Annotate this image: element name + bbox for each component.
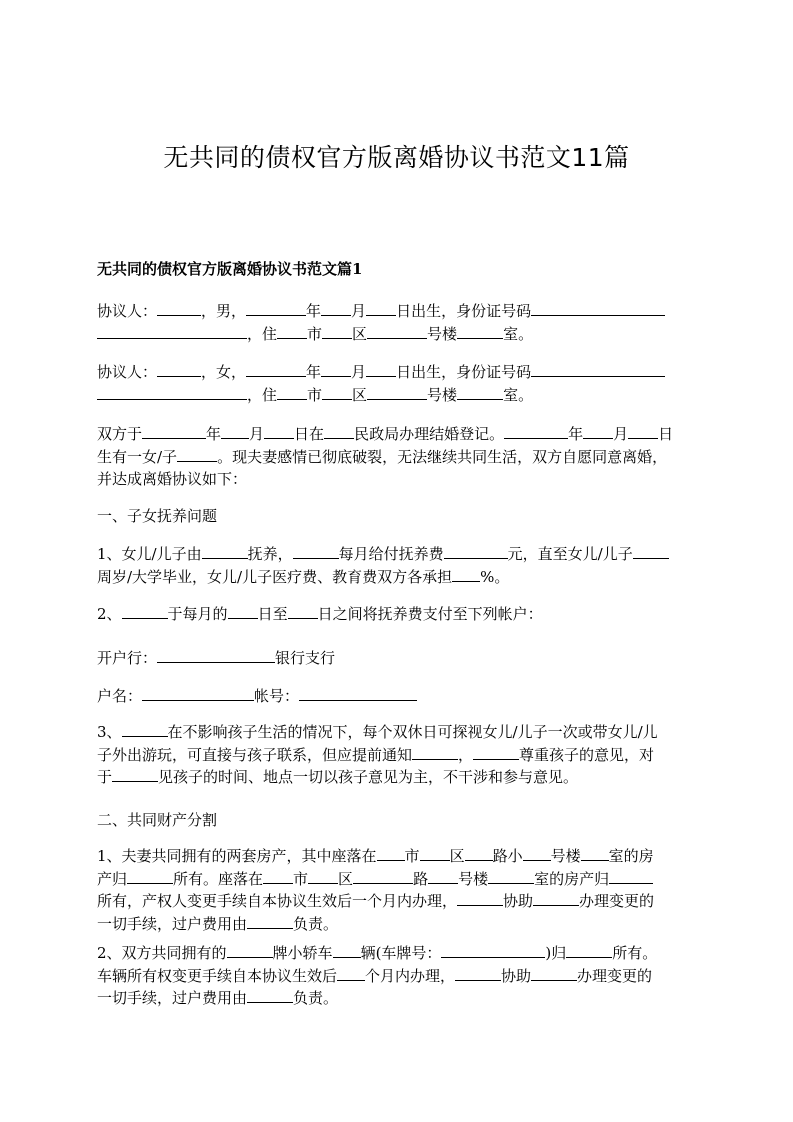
blank-field [504,423,568,439]
blank-field [473,744,519,760]
blank-field [293,543,339,559]
blank-field [322,384,352,400]
blank-field [308,868,338,884]
blank-field [523,845,551,861]
blank-field [157,647,275,663]
blank-field [157,300,201,316]
blank-field [157,361,201,377]
blank-field [452,566,480,582]
blank-field [377,845,405,861]
blank-field [324,423,354,439]
blank-field [321,300,351,316]
blank-field [367,384,427,400]
blank-field [428,868,458,884]
blank-field [465,845,493,861]
blank-field [457,890,503,906]
blank-field [628,423,658,439]
blank-field [366,361,396,377]
blank-field [97,384,247,400]
blank-field [177,446,217,462]
blank-field [142,423,206,439]
blank-field [633,543,669,559]
blank-field [246,361,306,377]
marriage-paragraph: 双方于 年 月 日在 民政局办理结婚登记。 年 月 日 生有一女/子 。现夫妻感情已彻底破裂，无法继续共同生活，双方自愿同意离婚， 并达成离婚协议如下： [97,425,674,488]
section-heading-children: 一、子女抚养问题 [97,507,218,525]
blank-field [142,685,254,701]
blank-field [333,942,361,958]
blank-field [277,384,307,400]
blank-field [488,868,534,884]
blank-field [581,845,609,861]
blank-field [246,300,306,316]
bank-line: 开户行： 银行支行 [97,649,336,667]
vehicle-paragraph: 2、双方共同拥有的 牌小轿车 辆(车牌号： )归 所有。 车辆所有权变更手续自本协议生效后 个月内办理， 协助 办理变更的 一切手续，过户费用由 负责。 [97,944,658,1007]
blank-field [247,913,293,929]
property-paragraph: 1、夫妻共同拥有的两套房产，其中座落在 市 区 路小 号楼 室的房 产归 所有。座落在 市 区 路 号楼 室的房产归 所有，产权人变更手续自本协议生效后一个月内办理， 协助 办理变更的 一切手续，过户费用由 负责。 [97,847,655,933]
section-heading: 无共同的债权官方版离婚协议书范文篇1 [97,260,363,278]
blank-field [247,987,293,1003]
party-one-paragraph: 协议人： ，男， 年 月 日出生，身份证号码 ，住 市 区 号楼 室。 [97,300,703,345]
blank-field [457,323,503,339]
blank-field [609,868,653,884]
visitation-paragraph: 3、 在不影响孩子生活的情况下，每个双休日可探视女儿/儿子一次或带女儿/儿 子外出游玩，可直接与孩子联系，但应提前通知 ， 尊重孩子的意见，对 于 见孩子的时间、地点一切以孩子意见为主，不干涉和参与意见。 [97,723,658,786]
blank-field [122,603,168,619]
blank-field [227,942,273,958]
account-line: 户名： 帐号： [97,685,703,708]
blank-field [321,361,351,377]
blank-field [420,845,450,861]
payment-paragraph: 2、 于每月的 日至 日之间将抚养费支付至下列帐户： [97,605,543,623]
custody-paragraph: 1、女儿/儿子由 抚养， 每月给付抚养费 元，直至女儿/儿子 周岁/大学毕业，女儿/儿子医疗费、教育费双方各承担 %。 [97,543,703,588]
blank-field [583,423,613,439]
blank-field [299,685,417,701]
blank-field [367,323,427,339]
blank-field [112,766,158,782]
blank-field [122,721,168,737]
blank-field [533,890,579,906]
blank-field [264,423,294,439]
blank-field [288,603,318,619]
blank-field [531,300,665,316]
document-title: 无共同的债权官方版离婚协议书范文11篇 [163,143,630,172]
blank-field [366,300,396,316]
blank-field [457,384,503,400]
blank-field [441,942,545,958]
blank-field [202,543,248,559]
blank-field [228,603,258,619]
blank-field [353,868,413,884]
blank-field [337,965,365,981]
blank-field [455,965,501,981]
blank-field [97,323,247,339]
blank-field [531,361,665,377]
blank-field [531,965,577,981]
blank-field [127,868,173,884]
blank-field [444,543,508,559]
blank-field [221,423,249,439]
blank-field [412,744,458,760]
blank-field [566,942,612,958]
blank-field [322,323,352,339]
section-heading-property: 二、共同财产分割 [97,811,218,829]
blank-field [277,323,307,339]
blank-field [263,868,293,884]
party-two-paragraph: 协议人： ，女， 年 月 日出生，身份证号码 ，住 市 区 号楼 室。 [97,361,703,406]
